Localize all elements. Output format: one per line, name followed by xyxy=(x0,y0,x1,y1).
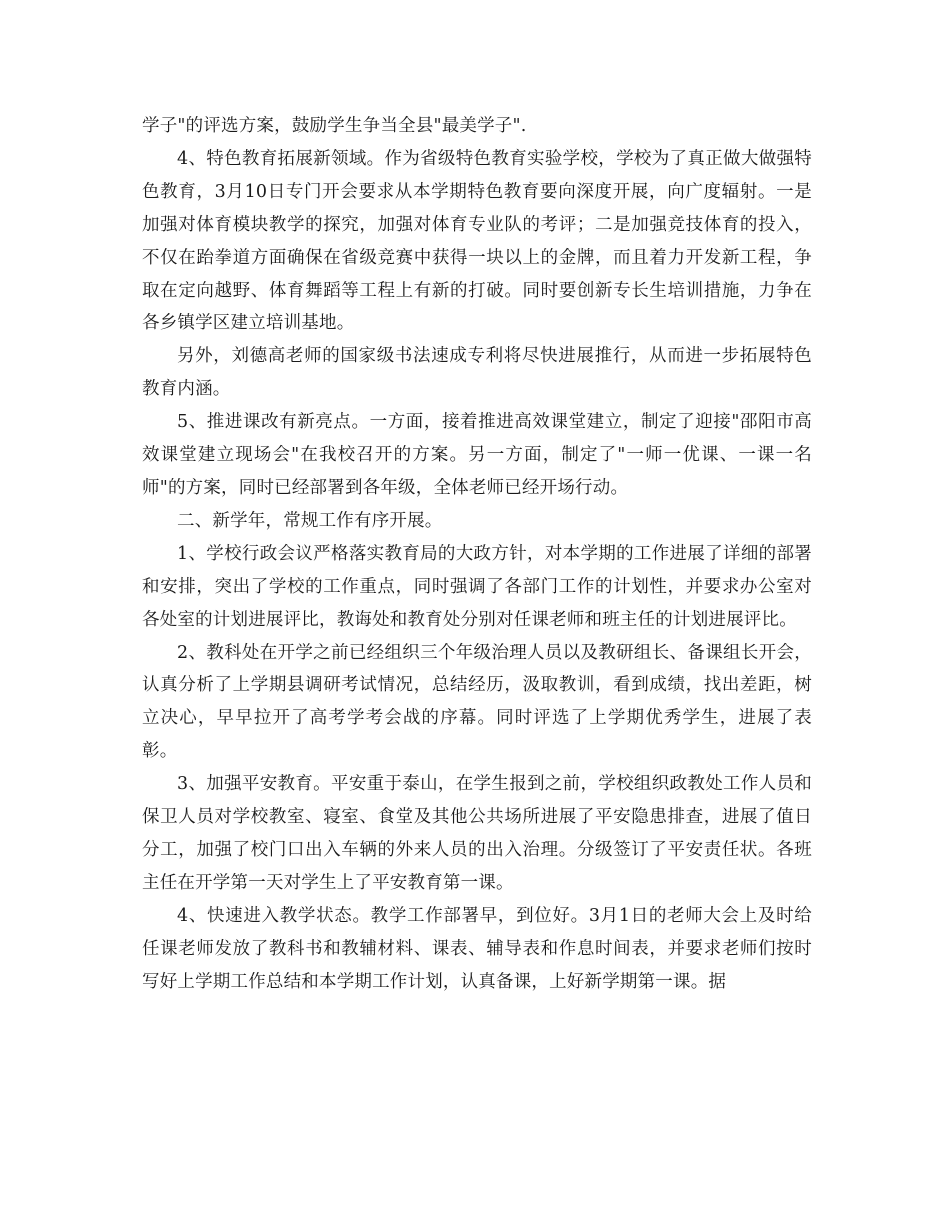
paragraph-special-education: 4、特色教育拓展新领域。作为省级特色教育实验学校，学校为了真正做大做强特色教育，3月10日专门开会要求从本学期特色教育要向深度开展，向广度辐射。一是加强对体育模块教学的探究，加强对体育专业队的考评；二是加强竞技体育的投入，不仅在跆拳道方面确保在省级竞赛中获得一块以上的金牌，而且着力开发新工程，争取在定向越野、体育舞蹈等工程上有新的打破。同时要创新专长生培训措施，力争在各乡镇学区建立培训基地。 xyxy=(142,148,812,334)
paragraph-calligraphy-patent: 另外，刘德高老师的国家级书法速成专利将尽快进展推行，从而进一步拓展特色教育内涵。 xyxy=(142,346,812,400)
paragraph-continuation: 学子"的评选方案，鼓励学生争当全县"最美学子". xyxy=(142,116,527,136)
document-body xyxy=(142,110,812,998)
paragraph-admin-meeting: 1、学校行政会议严格落实教育局的大政方针，对本学期的工作进展了详细的部署和安排，突出了学校的工作重点，同时强调了各部门工作的计划性，并要求办公室对各处室的计划进展评比，教诲处和教育处分别对任课老师和班主任的计划进展评比。 xyxy=(142,543,812,630)
paragraph-teaching-status: 4、快速进入教学状态。教学工作部署早，到位好。3月1日的老师大会上及时给任课老师发放了教科书和教辅材料、课表、辅导表和作息时间表，并要求老师们按时写好上学期工作总结和本学期工作计划，认真备课，上好新学期第一课。据 xyxy=(142,905,812,992)
paragraph-curriculum-reform: 5、推进课改有新亮点。一方面，接着推进高效课堂建立，制定了迎接"邵阳市高效课堂建立现场会"在我校召开的方案。另一方面，制定了"一师一优课、一课一名师"的方案，同时已经部署到各年级，全体老师已经开场行动。 xyxy=(142,412,812,498)
section-heading-routine-work: 二、新学年，常规工作有序开展。 xyxy=(177,510,443,531)
paragraph-safety-education: 3、加强平安教育。平安重于泰山，在学生报到之前，学校组织政教处工作人员和保卫人员对学校教室、寝室、食堂及其他公共场所进展了平安隐患排查，进展了值日分工，加强了校门口出入车辆的外来人员的出入治理。分级签订了平安责任状。各班主任在开学第一天对学生上了平安教育第一课。 xyxy=(142,774,812,893)
paragraph-research-office: 2、教科处在开学之前已经组织三个年级治理人员以及教研组长、备课组长开会，认真分析了上学期县调研考试情况，总结经历，汲取教训，看到成绩，找出差距，树立决心，早早拉开了高考学考会战的序幕。同时评选了上学期优秀学生，进展了表彰。 xyxy=(142,642,812,762)
